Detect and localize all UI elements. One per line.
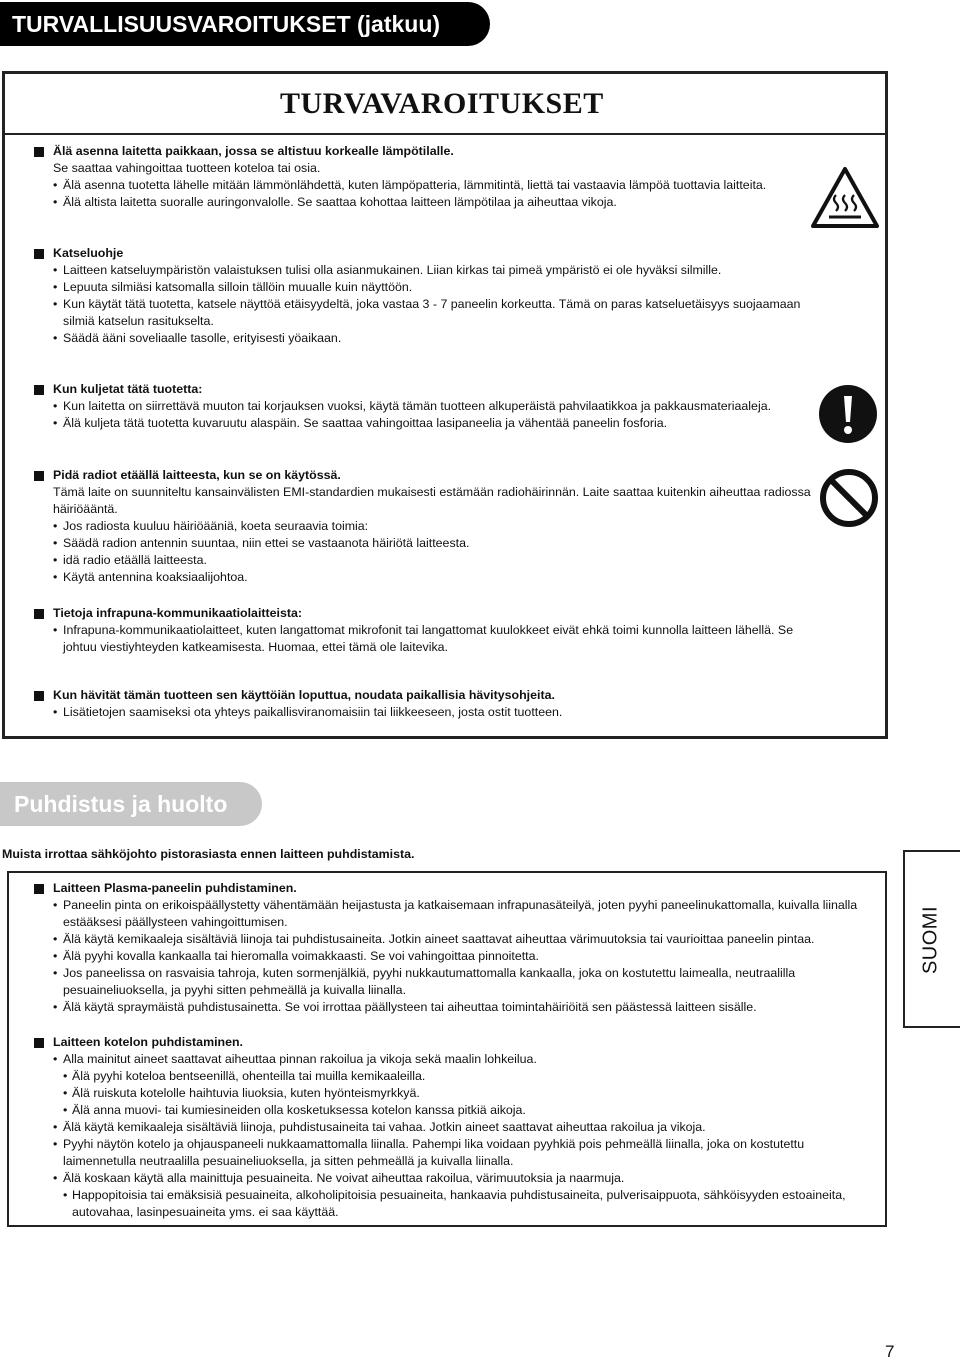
section-intro: Tämä laite on suunniteltu kansainvälisten EMI-standardien mukaisesti estämään radiohäirinnän. Laite saattaa kuitenkin aiheuttaa radiossa häiriöääntä. <box>53 485 811 516</box>
bullet-item: • Jos radiosta kuuluu häiriöääniä, koeta seuraavia toimia: <box>36 518 816 535</box>
bullet-item: • Lisätietojen saamiseksi ota yhteys paikallisviranomaisiin tai liikkeeseen, josta ostit tuotteen. <box>36 704 816 721</box>
bullet-item: • Älä käytä spraymäistä puhdistusainetta. Se voi irrottaa päällysteen tai aiheuttaa toimintahäiriöitä sen päästessä laitteen sisälle. <box>36 999 876 1016</box>
care-section-panel <box>36 880 876 1016</box>
bullet-item: • Kun käytät tätä tuotetta, katsele näyttöä etäisyydeltä, joka vastaa 3 - 7 paneelin korkeutta. Tämä on paras katseluetäisyys suojaamaan silmiä katselun rasitukselta. <box>36 296 816 330</box>
unplug-note: Muista irrottaa sähköjohto pistorasiasta ennen laitteen puhdistamista. <box>2 847 415 861</box>
square-bullet-icon <box>34 385 44 395</box>
exclamation-warning-icon <box>818 384 878 444</box>
sub-bullet-item: • Älä anna muovi- tai kumiesineiden olla kosketuksessa kotelon kanssa pitkiä aikoja. <box>36 1102 876 1119</box>
bullet-item: • Alla mainitut aineet saattavat aiheuttaa pinnan rakoilua ja vikoja sekä maalin lohkeilua. <box>36 1051 876 1068</box>
square-bullet-icon <box>34 884 44 894</box>
warning-section-heat <box>36 143 816 211</box>
sub-bullet-item: • Happopitoisia tai emäksisiä pesuaineita, alkoholipitoisia pesuaineita, hankaavia puhdistusaineita, pulverisaippuota, sähköisyyden estoaineita, autovahaa, lasinpesuaineita yms. ei saa käyttää. <box>36 1187 876 1221</box>
bullet-item: • Paneelin pinta on erikoispäällystetty vähentämään heijastusta ja katkaisemaan infrapunasäteilyä, joten pyyhi paneelinukattomalla, kuivalla liinalla estääksesi päällysteen vahingoittumisen. <box>36 897 876 931</box>
bullet-item: • Laitteen katseluympäristön valaistuksen tulisi olla asianmukainen. Liian kirkas tai pimeä ympäristö ei ole hyväksi silmille. <box>36 262 816 279</box>
bullet-item: • Älä käytä kemikaaleja sisältäviä liinoja tai puhdistusaineita. Jotkin aineet saattavat aiheuttaa värimuutoksia tai vaurioittaa paneelin pintaa. <box>36 931 876 948</box>
sub-bullet-item: • idä radio etäällä laitteesta. <box>36 552 816 569</box>
section-heading: Älä asenna laitetta paikkaan, jossa se altistuu korkealle lämpötilalle. <box>53 144 454 158</box>
section-intro: Se saattaa vahingoittaa tuotteen koteloa tai osia. <box>53 161 321 175</box>
warning-section-infrared <box>36 605 816 656</box>
section-heading: Tietoja infrapuna-kommunikaatiolaitteista: <box>53 606 303 620</box>
sub-bullet-item: • Käytä antennina koaksiaalijohtoa. <box>36 569 816 586</box>
square-bullet-icon <box>34 249 44 259</box>
warning-section-radio <box>36 467 816 586</box>
sub-bullet-item: • Älä pyyhi koteloa bentseenillä, ohenteilla tai muilla kemikaaleilla. <box>36 1068 876 1085</box>
section-heading: Kun hävität tämän tuotteen sen käyttöiän loputtua, noudata paikallisia hävitysohjeita. <box>53 688 555 702</box>
bullet-item: • Älä asenna tuotetta lähelle mitään lämmönlähdettä, kuten lämpöpatteria, lämmitintä, liettä tai vastaavia lämpöä tuottavia laitteita. <box>36 177 816 194</box>
bullet-item: • Älä altista laitetta suoralle auringonvalolle. Se saattaa kohottaa laitteen lämpötilaa ja aiheuttaa vikoja. <box>36 194 816 211</box>
bullet-item: • Jos paneelissa on rasvaisia tahroja, kuten sormenjälkiä, pyyhi nukkautumattomalla kankaalla, joka on kostutettu laimealla, neutraalilla pesuaineliuoksella, ja pyyhi sitten pehmeällä ja kuivalla liinalla. <box>36 965 876 999</box>
warning-section-viewing <box>36 245 816 347</box>
square-bullet-icon <box>34 471 44 481</box>
page-header: TURVALLISUUSVAROITUKSET (jatkuu) <box>0 2 490 46</box>
prohibited-icon <box>818 467 880 529</box>
section-heading: Kun kuljetat tätä tuotetta: <box>53 382 203 396</box>
warnings-divider <box>5 133 885 135</box>
care-section-cabinet <box>36 1034 876 1221</box>
warning-section-disposal <box>36 687 816 721</box>
square-bullet-icon <box>34 1038 44 1048</box>
section-heading: Katseluohje <box>53 246 124 260</box>
square-bullet-icon <box>34 147 44 157</box>
bullet-item: • Älä kuljeta tätä tuotetta kuvaruutu alaspäin. Se saattaa vahingoittaa lasipaneelia ja vähentää paneelin fosforia. <box>36 415 816 432</box>
bullet-item: • Älä käytä kemikaaleja sisältäviä liinoja, puhdistusaineita tai vahaa. Jotkin aineet saattavat aiheuttaa rakoilua ja vikoja. <box>36 1119 876 1136</box>
bullet-item: • Älä pyyhi kovalla kankaalla tai hieromalla voimakkaasti. Se voi vahingoittaa pinnoitetta. <box>36 948 876 965</box>
square-bullet-icon <box>34 691 44 701</box>
bullet-item: • Pyyhi näytön kotelo ja ohjauspaneeli nukkaamattomalla liinalla. Pahempi lika voidaan pyyhkiä pois pehmeällä liinalla, joka on kostutettu laimennetulla neutraalilla pesuaineliuoksella, ja sitten pehmeällä ja kuivalla liinalla. <box>36 1136 876 1170</box>
page-number: 7 <box>885 1342 895 1361</box>
warnings-title: TURVAVAROITUKSET <box>280 87 604 120</box>
bullet-item: • Lepuuta silmiäsi katsomalla silloin tällöin muualle kuin näyttöön. <box>36 279 816 296</box>
warning-section-transport <box>36 381 816 432</box>
section-heading: Pidä radiot etäällä laitteesta, kun se on käytössä. <box>53 468 341 482</box>
bullet-item: • Infrapuna-kommunikaatiolaitteet, kuten langattomat mikrofonit tai langattomat kuulokkeet eivät ehkä toimi kunnolla laitteen lähellä. Se johtuu viestiyhteyden katkeamisesta. Huomaa, ettei tämä ole laitevika. <box>36 622 816 656</box>
bullet-item: • Älä koskaan käytä alla mainittuja pesuaineita. Ne voivat aiheuttaa rakoilua, värimuutoksia ja naarmuja. <box>36 1170 876 1187</box>
bullet-item: • Kun laitetta on siirrettävä muuton tai korjauksen vuoksi, käytä tämän tuotteen alkuperäistä pahvilaatikkoa ja pakkausmateriaaleja. <box>36 398 816 415</box>
square-bullet-icon <box>34 609 44 619</box>
section-heading: Laitteen Plasma-paneelin puhdistaminen. <box>53 881 297 895</box>
hot-surface-warning-icon <box>810 165 880 231</box>
care-section-title: Puhdistus ja huolto <box>0 782 262 826</box>
language-tab-label: SUOMI <box>919 905 942 975</box>
sub-bullet-item: • Älä ruiskuta kotelolle haihtuvia liuoksia, kuten hyönteismyrkkyä. <box>36 1085 876 1102</box>
sub-bullet-item: • Säädä radion antennin suuntaa, niin ettei se vastaanota häiriötä laitteesta. <box>36 535 816 552</box>
section-heading: Laitteen kotelon puhdistaminen. <box>53 1035 244 1049</box>
bullet-item: • Säädä ääni soveliaalle tasolle, erityisesti yöaikaan. <box>36 330 816 347</box>
